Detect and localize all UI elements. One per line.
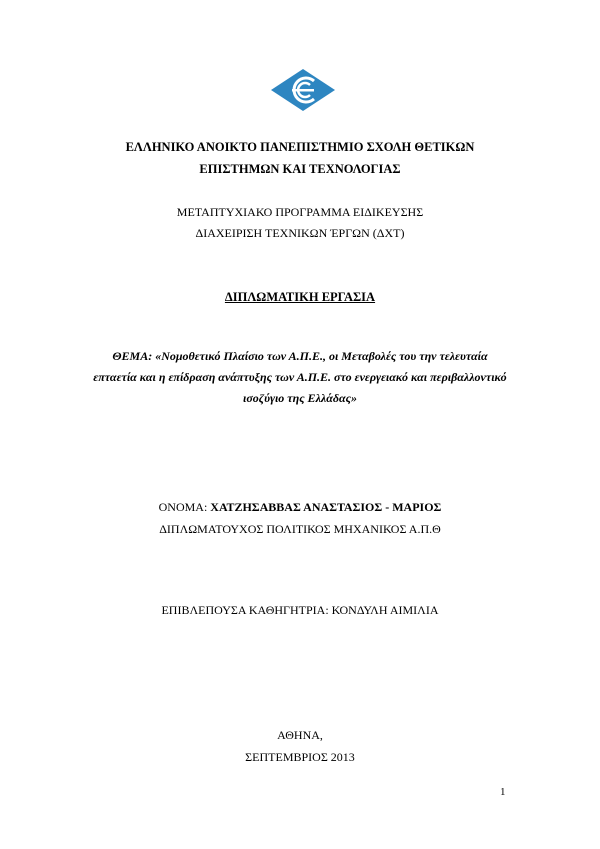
document-type-text: ΔΙΠΛΩΜΑΤΙΚΗ ΕΡΓΑΣΙΑ xyxy=(224,290,376,304)
author-label: ΟΝΟΜΑ: xyxy=(158,500,208,514)
subject-line1: ΘΕΜΑ: «Νομοθετικό Πλαίσιο των Α.Π.Ε., οι Μεταβολές του την τελευταία xyxy=(112,349,488,363)
university-name-line1: ΕΛΛΗΝΙΚΟ ΑΝΟΙΚΤΟ ΠΑΝΕΠΙΣΤΗΜΙΟ ΣΧΟΛΗ ΘΕΤΙΚΩΝ xyxy=(125,140,475,154)
place: ΑΘΗΝΑ, xyxy=(277,728,323,742)
author-credential: ΔΙΠΛΩΜΑΤΟΥΧΟΣ ΠΟΛΙΤΙΚΟΣ ΜΗΧΑΝΙΚΟΣ Α.Π.Θ xyxy=(159,522,441,536)
document-type xyxy=(0,290,600,305)
author-row xyxy=(0,500,600,515)
university-name-line2: ΕΠΙΣΤΗΜΩΝ ΚΑΙ ΤΕΧΝΟΛΟΓΙΑΣ xyxy=(199,162,401,176)
program-line1: ΜΕΤΑΠΤΥΧΙΑΚΟ ΠΡΟΓΡΑΜΜΑ ΕΙΔΙΚΕΥΣΗΣ xyxy=(176,205,424,219)
author-name: ΧΑΤΖΗΣΑΒΒΑΣ ΑΝΑΣΤΑΣΙΟΣ - ΜΑΡΙΟΣ xyxy=(210,500,442,514)
supervisor: ΕΠΙΒΛΕΠΟΥΣΑ ΚΑΘΗΓΗΤΡΙΑ: ΚΟΝΔΥΛΗ ΑΙΜΙΛΙΑ xyxy=(161,603,439,617)
subject-line2: επταετία και η επίδραση ανάπτυξης των Α.Π.Ε. στο ενεργειακό και περιβαλλοντικό xyxy=(93,370,507,384)
university-logo-icon xyxy=(270,68,336,112)
program-line2: ΔΙΑΧΕΙΡΙΣΗ ΤΕΧΝΙΚΩΝ ΈΡΓΩΝ (ΔΧΤ) xyxy=(195,226,405,240)
subject-line3: ισοζύγιο της Ελλάδας» xyxy=(243,391,357,405)
date: ΣΕΠΤΕΜΒΡΙΟΣ 2013 xyxy=(245,750,355,764)
page-number: 1 xyxy=(500,786,506,798)
